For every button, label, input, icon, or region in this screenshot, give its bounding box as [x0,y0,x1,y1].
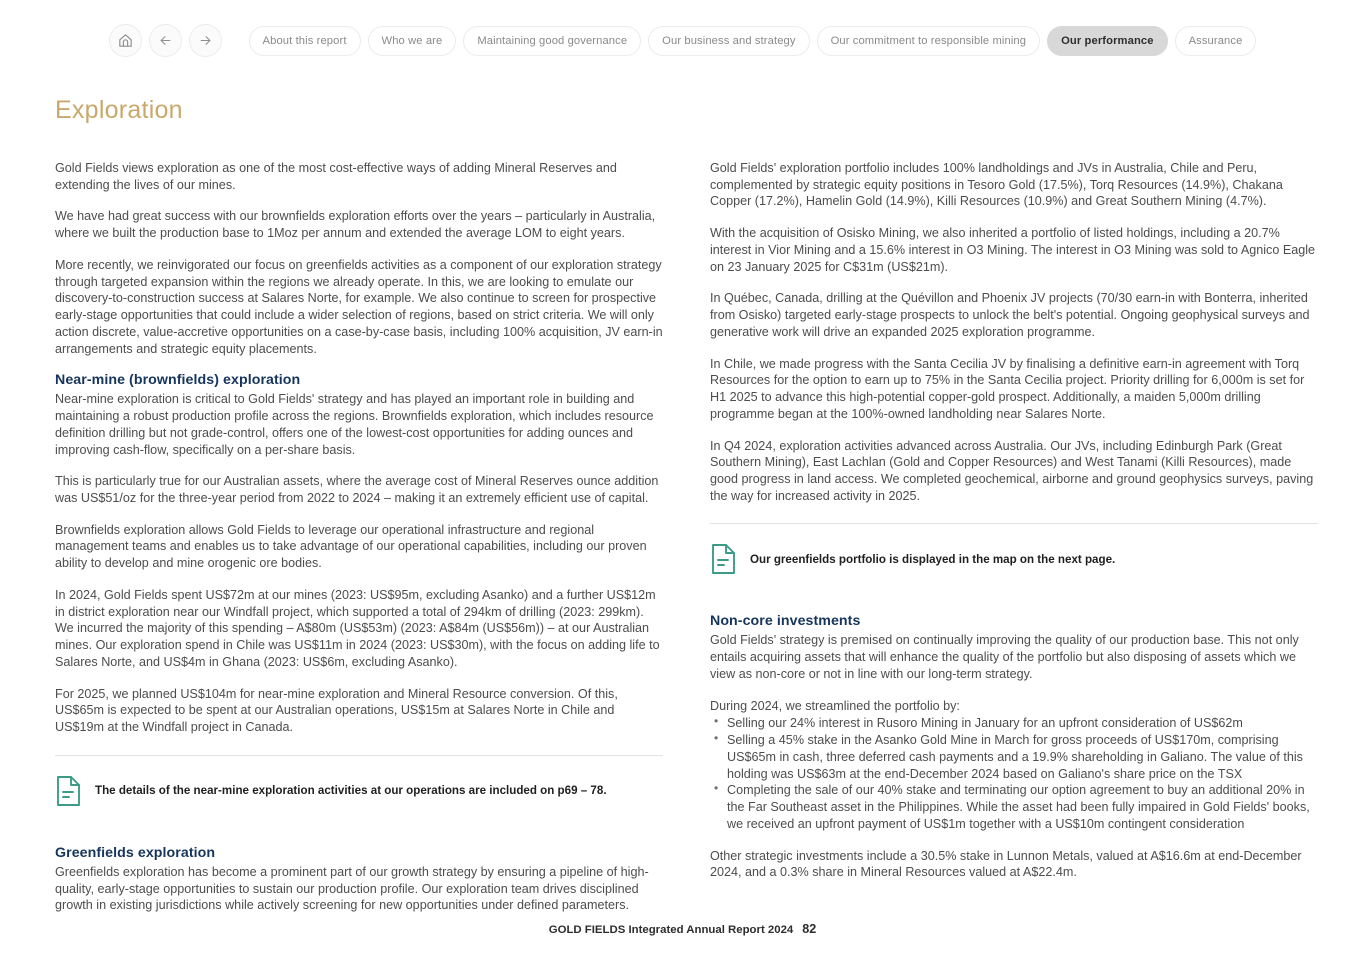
paragraph: Other strategic investments include a 30.5% stake in Lunnon Metals, valued at A$16.6m at end-December 2024, and a 0.3% share in Mineral Resources valued at A$22.4m. [710,848,1302,880]
paragraph: Near-mine exploration is critical to Gold Fields' strategy and has played an important role in building and maintaining a robust production profile across the regions. Brownfields exploration, which includes resource definition drilling but not grade-control, offers one of the lowest-cost opportunities for adding ounces and improving cash-flow, specifically on a per-share basis. [55,392,654,457]
divider [55,755,663,756]
paragraph: Gold Fields views exploration as one of the most cost-effective ways of adding Mineral Reserves and extending the lives of our mines. [55,161,617,192]
footer-brand: GOLD FIELDS Integrated Annual Report 2024 [548,924,794,936]
home-button[interactable] [109,24,142,57]
paragraph: Gold Fields' exploration portfolio includes 100% landholdings and JVs in Australia, Chile and Peru, complemented by strategic equity positions in Tesoro Gold (17.5%), Torq Resources (14.9%), Chakana Copper (17.2%), Hamelin Gold (14.9%), Killi Resources (10.9%) and Great Southern Mining (4.7%). [710,161,1283,209]
list-item: • Selling a 45% stake in the Asanko Gold Mine in March for gross proceeds of US$170m, comprising US$65m in cash, three deferred cash payments and a 19.9% shareholding in Galiano. The value of this holding was US$63m at the end-December 2024 based on Galiano's share price on the TSX [727,732,1318,782]
nav-tab-about-this-report[interactable]: About this report [249,26,361,56]
vertical-spacer [55,807,663,845]
left-column [55,160,663,914]
arrow-left-icon [158,33,173,48]
callout-text: Our greenfields portfolio is displayed in the map on the next page. [750,552,1116,566]
paragraph: During 2024, we streamlined the portfolio by: [710,698,960,713]
divider [710,523,1318,524]
paragraph: In Québec, Canada, drilling at the Quévillon and Phoenix JV projects (70/30 earn-in with Bonterra, inherited from Osisko) targeted early-stage prospects to unlock the belt's potential. Ongoing geophysical surveys and generative work will drive an expanded 2025 exploration programme. [710,291,1310,339]
nav-tab-our-commitment-to-responsible-mining[interactable]: Our commitment to responsible mining [817,26,1041,56]
list-item: • Completing the sale of our 40% stake and terminating our option agreement to buy an additional 20% in the Far Southeast asset in the Philippines. While the asset had been fully impaired in Gold Fields' books, we received an upfront payment of US$1m together with a US$10m contingent consideration [727,782,1318,832]
heading-near-mine-exploration: Near-mine (brownfields) exploration [55,372,301,389]
paragraph: Greenfields exploration has become a prominent part of our growth strategy by ensuring a pipeline of high-quality, early-stage opportunities to sustain our production profile. Our exploration team drives disciplined growth in existing jurisdictions while actively screening for new opportunities under defined parameters. [55,864,649,913]
paragraph: More recently, we reinvigorated our focus on greenfields activities as a component of our exploration strategy through targeted expansion within the regions we already operate. In this, we are looking to emulate our discovery-to-construction success at Salares Norte, for example. We also continue to screen for prospective early-stage opportunities that could include a wider selection of regions, based on strict criteria. We will only action discrete, value-accretive opportunities on a case-by-case basis, including 100% acquisition, JV earn-in arrangements and strategic equity placements. [55,257,663,356]
page-footer [0,922,1365,936]
page-title: Exploration [55,96,183,124]
content-columns [55,160,1316,914]
vertical-spacer [710,575,1318,613]
nav-tab-our-performance[interactable]: Our performance [1047,26,1167,56]
forward-button[interactable] [189,24,222,57]
home-icon [117,32,134,49]
nav-tab-who-we-are[interactable]: Who we are [368,26,457,56]
paragraph: In 2024, Gold Fields spent US$72m at our mines (2023: US$95m, excluding Asanko) and a further US$12m in district exploration near our Windfall project, which supported a total of 294km of drilling (2023: 299km). We incurred the majority of this spending – A$80m (US$53m) (2023: A$84m (US$56m)) – at our Australian mines. Our exploration spend in Chile was US$11m in 2024 (2023: US$30m), with the focus on adding life to Salares Norte, and US$4m in Ghana (2023: US$6m, excluding Asanko). [55,587,660,669]
nav-tab-maintaining-good-governance[interactable]: Maintaining good governance [463,26,641,56]
nav-tab-assurance[interactable]: Assurance [1175,26,1257,56]
document-icon [710,543,737,575]
back-button[interactable] [149,24,182,57]
heading-greenfields-exploration: Greenfields exploration [55,844,216,861]
paragraph: Gold Fields' strategy is premised on continually improving the quality of our production base. This not only entails acquiring assets that will enhance the quality of the portfolio but also disposing of assets which we view as non-core or not in line with our long-term strategy. [710,633,1299,681]
arrow-right-icon [198,33,213,48]
heading-non-core-investments: Non-core investments [710,613,861,630]
paragraph: With the acquisition of Osisko Mining, we also inherited a portfolio of listed holdings, including a 20.7% interest in Vior Mining and a 15.6% interest in O3 Mining. The interest in O3 Mining was sold to Agnico Eagle on 23 January 2025 for C$31m (US$21m). [710,226,1316,274]
document-icon [55,775,82,807]
callout-near-mine-reference[interactable] [55,775,663,807]
footer-page-number: 82 [802,922,817,936]
paragraph: In Chile, we made progress with the Santa Cecilia JV by finalising a definitive earn-in agreement with Torq Resources for the option to earn up to 75% in the Santa Cecilia project. Priority drilling for 6,000m is set for H1 2025 to advance this high-potential copper-gold prospect. Additionally, a maiden 5,000m drilling programme began at the 100%-owned landholding near Salares Norte. [710,356,1305,421]
list-item: • Selling our 24% interest in Rusoro Mining in January for an upfront consideration of US$62m [727,715,1318,732]
paragraph: In Q4 2024, exploration activities advanced across Australia. Our JVs, including Edinburgh Park (Great Southern Mining), East Lachlan (Gold and Copper Resources) and West Tanami (Killi Resources), made good progress in land access. We completed geochemical, airborne and ground geophysics surveys, paving the way for increased activity in 2025. [710,438,1314,503]
callout-greenfields-map-reference[interactable] [710,543,1318,575]
paragraph: Brownfields exploration allows Gold Fields to leverage our operational infrastructure and regional management teams and enables us to take advantage of our operational capabilities, including our proven ability to develop and mine orogenic ore bodies. [55,522,647,571]
paragraph: For 2025, we planned US$104m for near-mine exploration and Mineral Resource conversion. Of this, US$65m is expected to be spent at our Australian operations, US$15m at Salares Norte in Chile and US$19m at the Windfall project in Canada. [55,686,618,735]
paragraph: We have had great success with our brownfields exploration efforts over the years – particularly in Australia, where we built the production base to 1Moz per annum and extended the average LOM to eight years. [55,209,656,241]
callout-text: The details of the near-mine exploration activities at our operations are included on p69 – 78. [95,784,607,798]
non-core-bullet-list [710,715,1318,832]
right-column [710,160,1318,914]
paragraph: This is particularly true for our Australian assets, where the average cost of Mineral Reserves ounce addition was US$51/oz for the three-year period from 2022 to 2024 – making it an extremely efficient use of capital. [55,474,659,506]
nav-tab-our-business-and-strategy[interactable]: Our business and strategy [648,26,809,56]
top-navigation-bar [0,24,1365,57]
